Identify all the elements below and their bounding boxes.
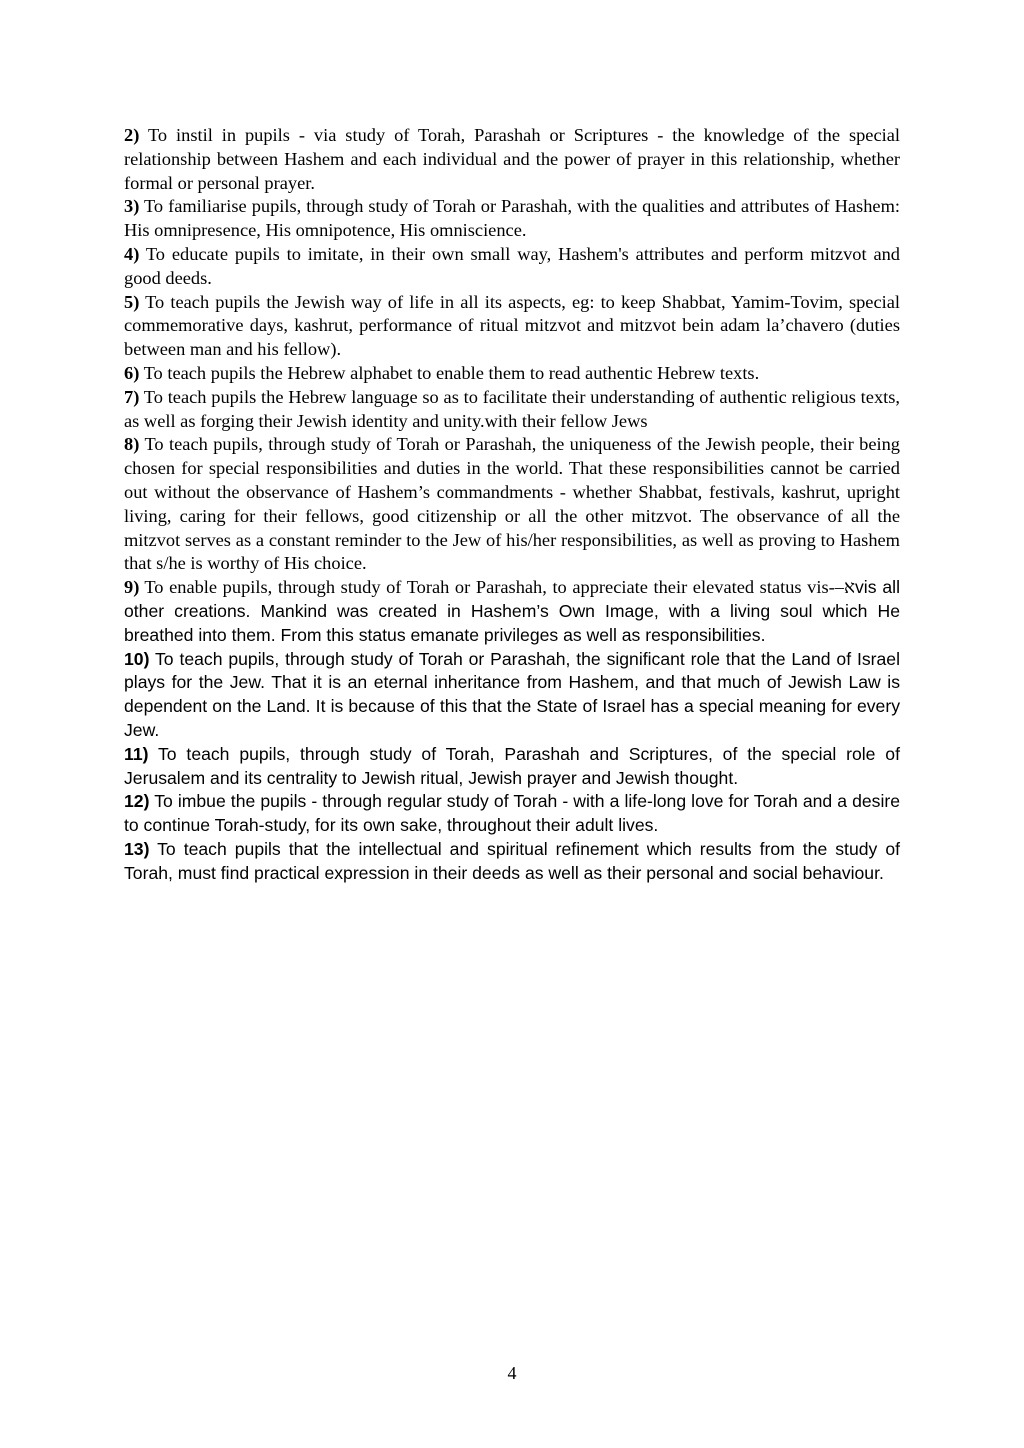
objective-item-3 [124, 195, 900, 243]
item-text: To educate pupils to imitate, in their own small way, Hashem's attributes and perform mitzvot and good deeds. [124, 243, 900, 288]
objective-item-5 [124, 291, 900, 362]
item-number: 3) [124, 196, 140, 217]
item-number: 2) [124, 125, 140, 145]
item-number: 4) [124, 243, 140, 264]
item-text: To instil in pupils - via study of Torah, Parashah or Scriptures - the knowledge of the special relationship between Hashem and each individual and the power of prayer in this relationship, whether formal or personal prayer. [124, 125, 900, 193]
objective-item-6 [124, 362, 900, 386]
item-text: To teach pupils that the intellectual and spiritual refinement which results from the study of Torah, must find practical expression in their deeds as well as their personal and social behaviour. [124, 838, 900, 883]
item-text: To teach pupils the Hebrew alphabet to enable them to read authentic Hebrew texts. [143, 362, 760, 383]
item-number: 11) [124, 743, 149, 764]
objective-item-8 [124, 433, 900, 576]
item-number: 8) [124, 434, 140, 455]
item-text: To teach pupils, through study of Torah or Parashah, the uniqueness of the Jewish people, their being chosen for special responsibilities and duties in the world. That these responsibilities cannot be carried out without the observance of Hashem’s commandments - whether Shabbat, festivals, kashrut, upright living, caring for their fellows, good citizenship or all the other mitzvot. The observance of all the mitzvot serves as a constant reminder to the Jew of his/her responsibilities, as well as proving to Hashem that s/he is worthy of His choice. [124, 434, 901, 574]
item-number: 5) [124, 291, 140, 312]
item-text: To teach pupils, through study of Torah, Parashah and Scriptures, of the special role of Jerusalem and its centrality to Jewish ritual, Jewish prayer and Jewish thought. [124, 743, 900, 788]
item-number: 13) [124, 838, 150, 859]
document-body [124, 124, 900, 886]
objective-item-10 [124, 648, 900, 743]
item-text: To teach pupils the Jewish way of life in all its aspects, eg: to keep Shabbat, Yamim-Tovim, special commemorative days, kashrut, performance of ritual mitzvot and mitzvot bein adam la’chavero (duties between man and his fellow). [124, 291, 901, 360]
item-number: 9) [124, 577, 140, 598]
item-number: 6) [124, 362, 140, 383]
item-text: To familiarise pupils, through study of Torah or Parashah, with the qualities and attributes of Hashem: His omnipresence, His omnipotence, His omniscience. [124, 196, 900, 241]
item-number: 10) [124, 648, 150, 669]
objective-item-9 [124, 576, 900, 647]
item-text: To teach pupils, through study of Torah or Parashah, the significant role that the Land of Israel plays for the Jew. That it is an eternal inheritance from Hashem, and that much of Jewish Law is dependent on the Land. It is because of this that the State of Israel has a special meaning for every Jew. [124, 648, 900, 740]
objective-item-12 [124, 790, 900, 838]
item-text-sans: vis all other creations. Mankind was created in Hashem’s Own Image, with a living soul which He breathed into them. From this status emanate privileges as well as responsibilities. [124, 577, 900, 645]
objective-item-7 [124, 386, 900, 434]
item-number: 12) [124, 791, 150, 812]
item-number: 7) [124, 386, 140, 407]
objective-item-13 [124, 838, 900, 886]
objective-item-11 [124, 743, 900, 791]
item-text: To imbue the pupils - through regular study of Torah - with a life-long love for Torah and a desire to continue Torah-study, for its own sake, throughout their adult lives. [124, 791, 900, 836]
page-number: 4 [507, 1363, 517, 1383]
item-text-serif: To enable pupils, through study of Torah or Parashah, to appreciate their elevated status vis-–א [144, 577, 855, 598]
objective-item-4 [124, 243, 900, 291]
objective-item-2 [124, 124, 900, 195]
item-text: To teach pupils the Hebrew language so as to facilitate their understanding of authentic religious texts, as well as forging their Jewish identity and unity.with their fellow Jews [124, 386, 900, 431]
